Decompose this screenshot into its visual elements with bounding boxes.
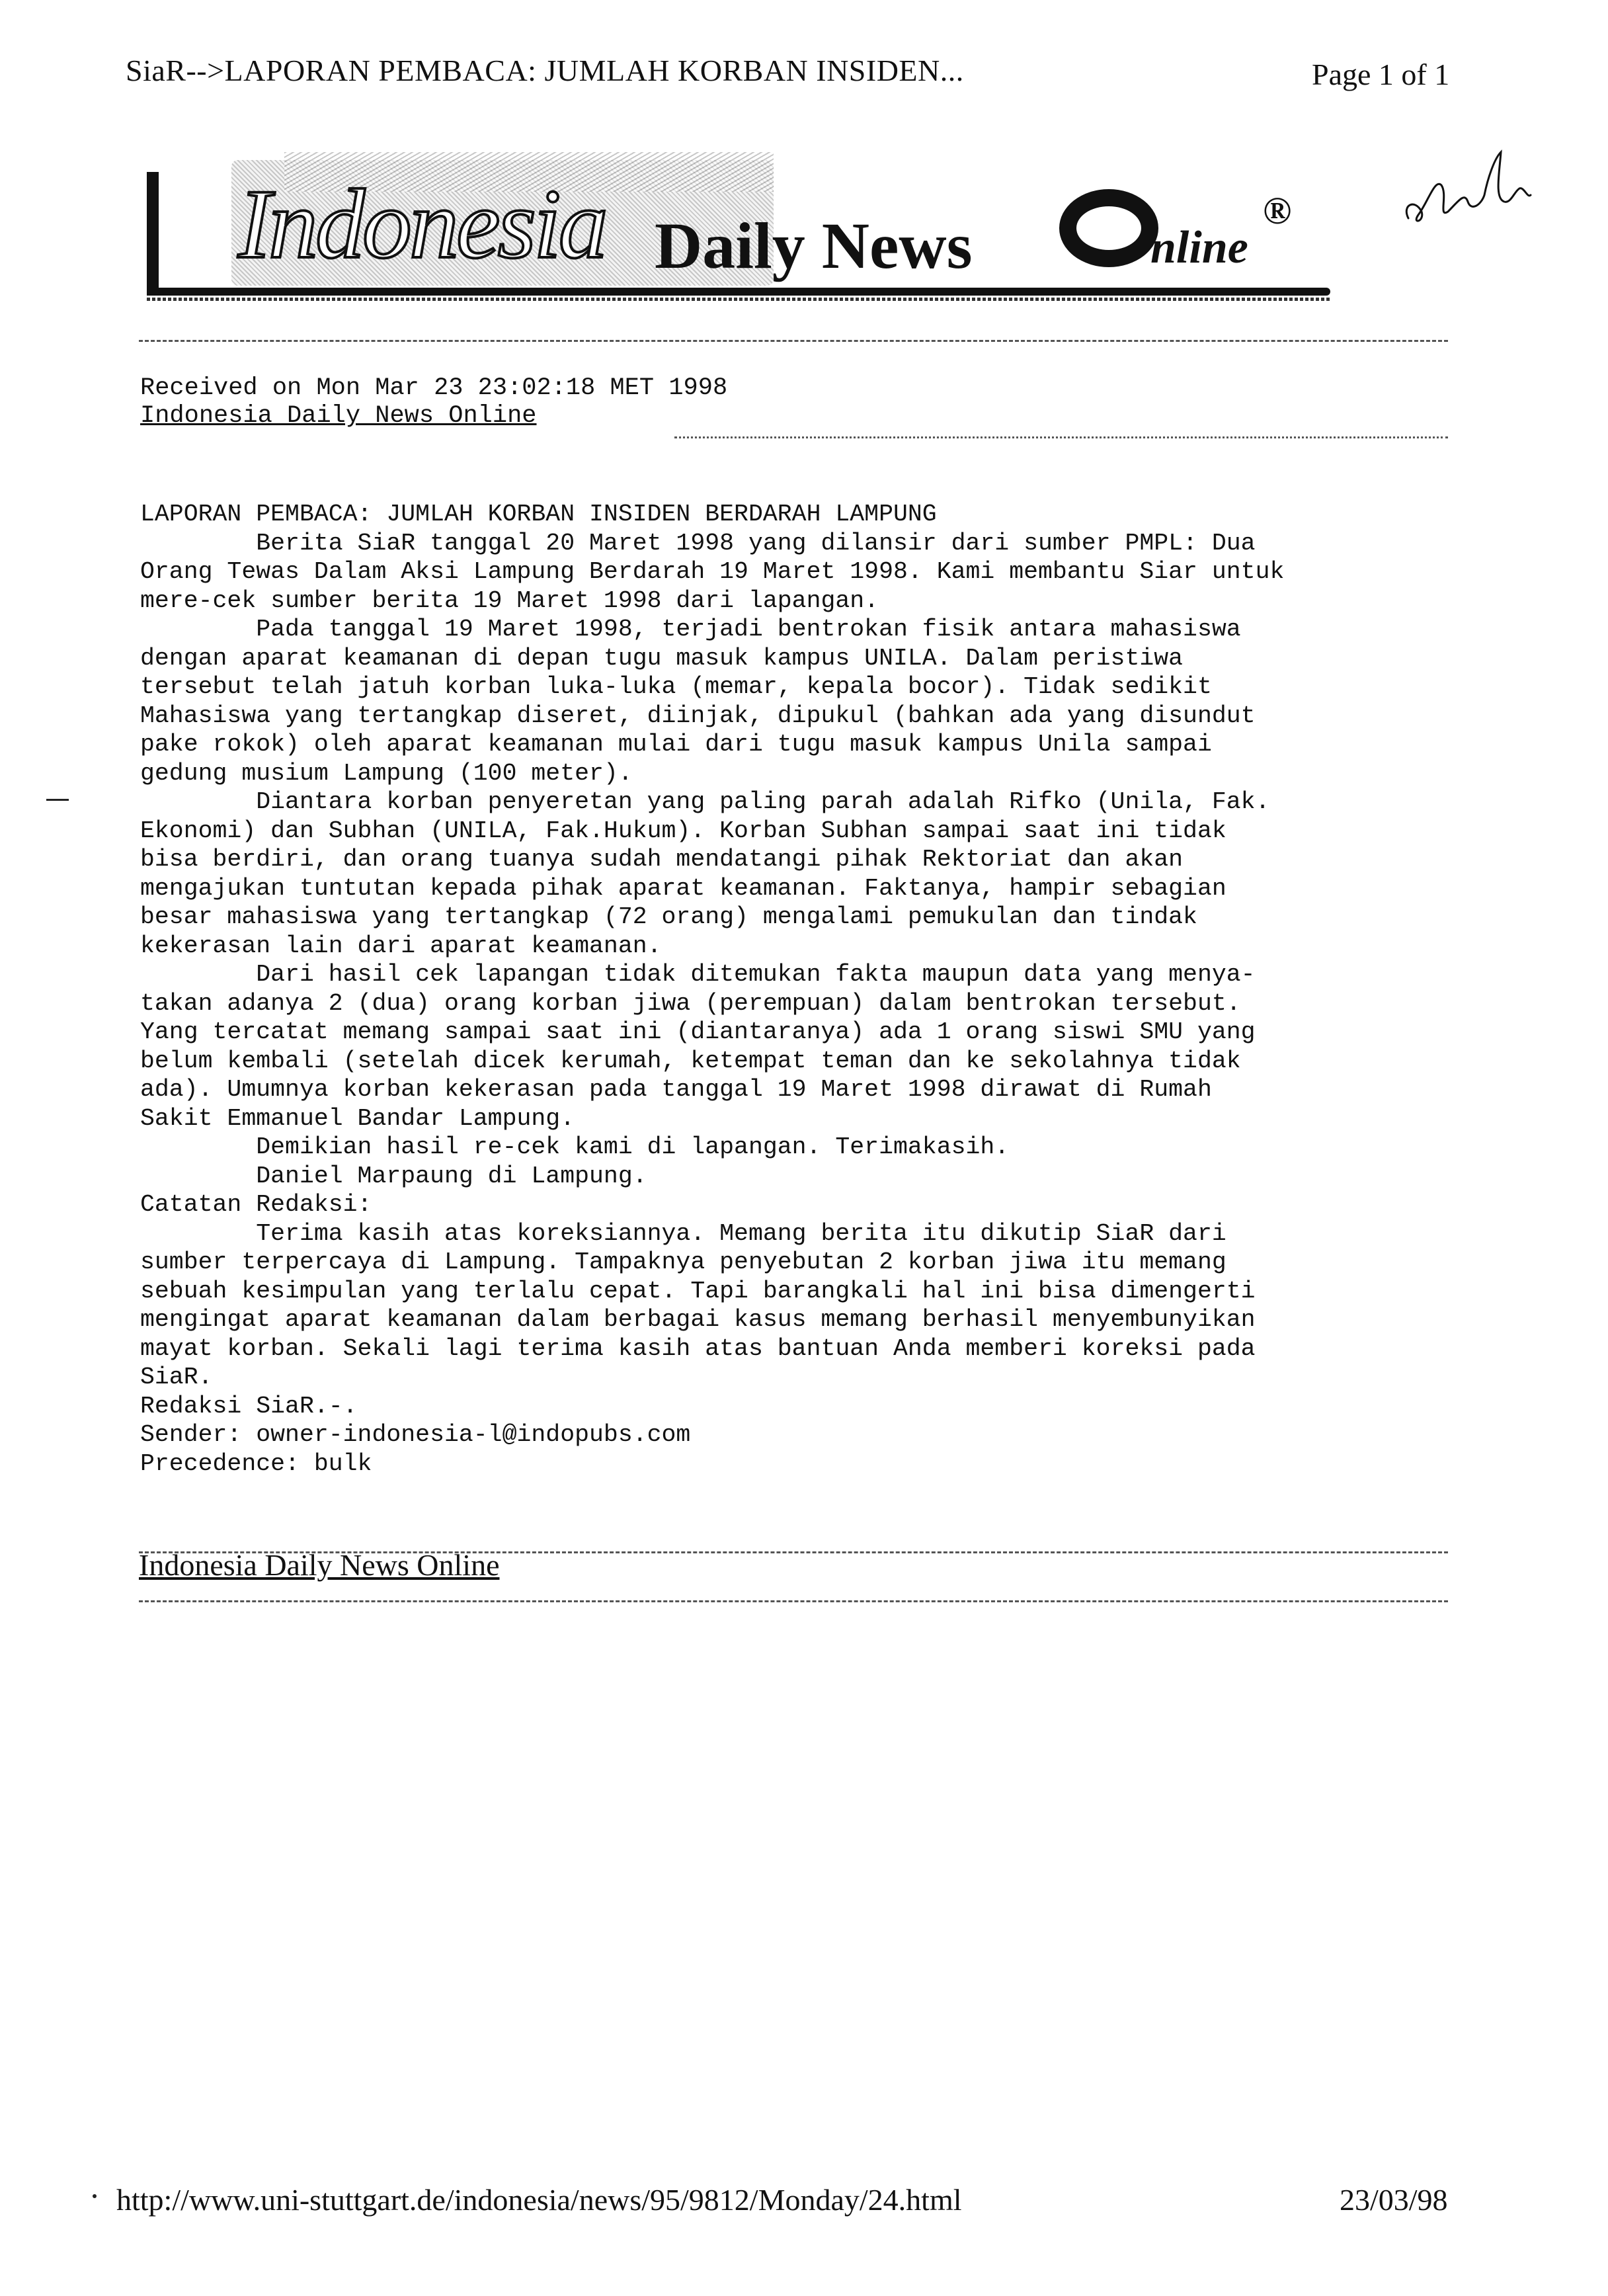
banner-script-word: Indonesia [238, 169, 606, 279]
article-line: LAPORAN PEMBACA: JUMLAH KORBAN INSIDEN BERDARAH LAMPUNG [140, 501, 937, 528]
article-line: Demikian hasil re-cek kami di lapangan. Terimakasih. [140, 1133, 1010, 1161]
margin-dot [93, 2194, 97, 2198]
article-line: ada). Umumnya korban kekerasan pada tanggal 19 Maret 1998 dirawat di Rumah [140, 1076, 1212, 1103]
banner-bracket-vertical [147, 172, 159, 291]
print-footer-url: http://www.uni-stuttgart.de/indonesia/news/95/9812/Monday/24.html [116, 2183, 962, 2217]
article-line: sumber terpercaya di Lampung. Tampaknya penyebutan 2 korban jiwa itu memang [140, 1249, 1226, 1276]
registered-mark-icon: ® [1263, 189, 1292, 232]
article-line: SiaR. [140, 1364, 213, 1391]
article-line: takan adanya 2 (dua) orang korban jiwa (perempuan) dalam bentrokan tersebut. [140, 989, 1241, 1017]
article-line: Sender: owner-indonesia-l@indopubs.com [140, 1421, 691, 1448]
article-line: Precedence: bulk [140, 1450, 372, 1477]
article-line: Catatan Redaksi: [140, 1191, 372, 1218]
article-line: Orang Tewas Dalam Aksi Lampung Berdarah 19 Maret 1998. Kami membantu Siar untuk [140, 558, 1285, 585]
article-line: dengan aparat keamanan di depan tugu masuk kampus UNILA. Dalam peristiwa [140, 644, 1184, 672]
article-line: Terima kasih atas koreksiannya. Memang berita itu dikutip SiaR dari [140, 1219, 1226, 1247]
article-line: mere-cek sumber berita 19 Maret 1998 dari lapangan. [140, 587, 879, 614]
footer-source-link[interactable]: Indonesia Daily News Online [139, 1548, 500, 1582]
article-line: Pada tanggal 19 Maret 1998, terjadi bentrokan fisik antara mahasiswa [140, 616, 1241, 643]
handwritten-signature [1402, 139, 1534, 245]
article-line: mayat korban. Sekali lagi terima kasih atas bantuan Anda memberi koreksi pada [140, 1334, 1256, 1362]
article-line: gedung musium Lampung (100 meter). [140, 759, 633, 787]
article-line: kekerasan lain dari aparat keamanan. [140, 932, 662, 960]
article-line: Redaksi SiaR.-. [140, 1392, 358, 1420]
separator-rule-footer-bottom [139, 1600, 1448, 1602]
article-line: Dari hasil cek lapangan tidak ditemukan fakta maupun data yang menya- [140, 961, 1256, 988]
article-line: sebuah kesimpulan yang terlalu cepat. Tapi barangkali hal ini bisa dimengerti [140, 1277, 1256, 1305]
margin-mark [46, 799, 69, 801]
banner-bracket-horizontal [147, 288, 1330, 296]
article-line: belum kembali (setelah dicek kerumah, ketempat teman dan ke sekolahnya tidak [140, 1047, 1241, 1075]
article-line: tersebut telah jatuh korban luka-luka (memar, kepala bocor). Tidak sedikit [140, 673, 1212, 700]
received-line: Received on Mon Mar 23 23:02:18 MET 1998 [140, 374, 728, 402]
article-line: Berita SiaR tanggal 20 Maret 1998 yang dilansir dari sumber PMPL: Dua [140, 529, 1256, 557]
article-line: Ekonomi) dan Subhan (UNILA, Fak.Hukum). Korban Subhan sampai saat ini tidak [140, 817, 1226, 844]
article-line: Sakit Emmanuel Bandar Lampung. [140, 1104, 575, 1132]
article-line: Daniel Marpaung di Lampung. [140, 1162, 647, 1190]
print-page-number: Page 1 of 1 [1312, 58, 1450, 91]
article-line: Yang tercatat memang sampai saat ini (diantaranya) ada 1 orang siswi SMU yang [140, 1018, 1256, 1046]
print-footer-date: 23/03/98 [1340, 2183, 1448, 2217]
article-line: besar mahasiswa yang tertangkap (72 orang) mengalami pemukulan dan tindak [140, 903, 1197, 930]
banner-daily-news: Daily News [655, 209, 973, 282]
article-line: Mahasiswa yang tertangkap diseret, diinjak, dipukul (bahkan ada yang disundut [140, 702, 1256, 729]
article-body [140, 500, 1284, 1478]
banner-online-rest: nline [1150, 222, 1248, 273]
print-header-title: SiaR-->LAPORAN PEMBACA: JUMLAH KORBAN INSIDEN... [126, 54, 964, 87]
article-line: pake rokok) oleh aparat keamanan mulai dari tugu masuk kampus Unila sampai [140, 731, 1212, 758]
banner-online-o-logo [1059, 189, 1158, 267]
banner-bracket-shadow [147, 298, 1330, 301]
article-line: mengingat aparat keamanan dalam berbagai kasus memang berhasil menyembunyikan [140, 1306, 1256, 1333]
received-source-link[interactable]: Indonesia Daily News Online [140, 402, 537, 430]
separator-rule-top [139, 340, 1448, 342]
article-line: bisa berdiri, dan orang tuanya sudah mendatangi pihak Rektoriat dan akan [140, 846, 1184, 873]
masthead-banner [139, 152, 1336, 317]
article-line: Diantara korban penyeretan yang paling parah adalah Rifko (Unila, Fak. [140, 788, 1270, 815]
article-line: mengajukan tuntutan kepada pihak aparat keamanan. Faktanya, hampir sebagian [140, 874, 1226, 902]
separator-rule-received [674, 436, 1448, 438]
